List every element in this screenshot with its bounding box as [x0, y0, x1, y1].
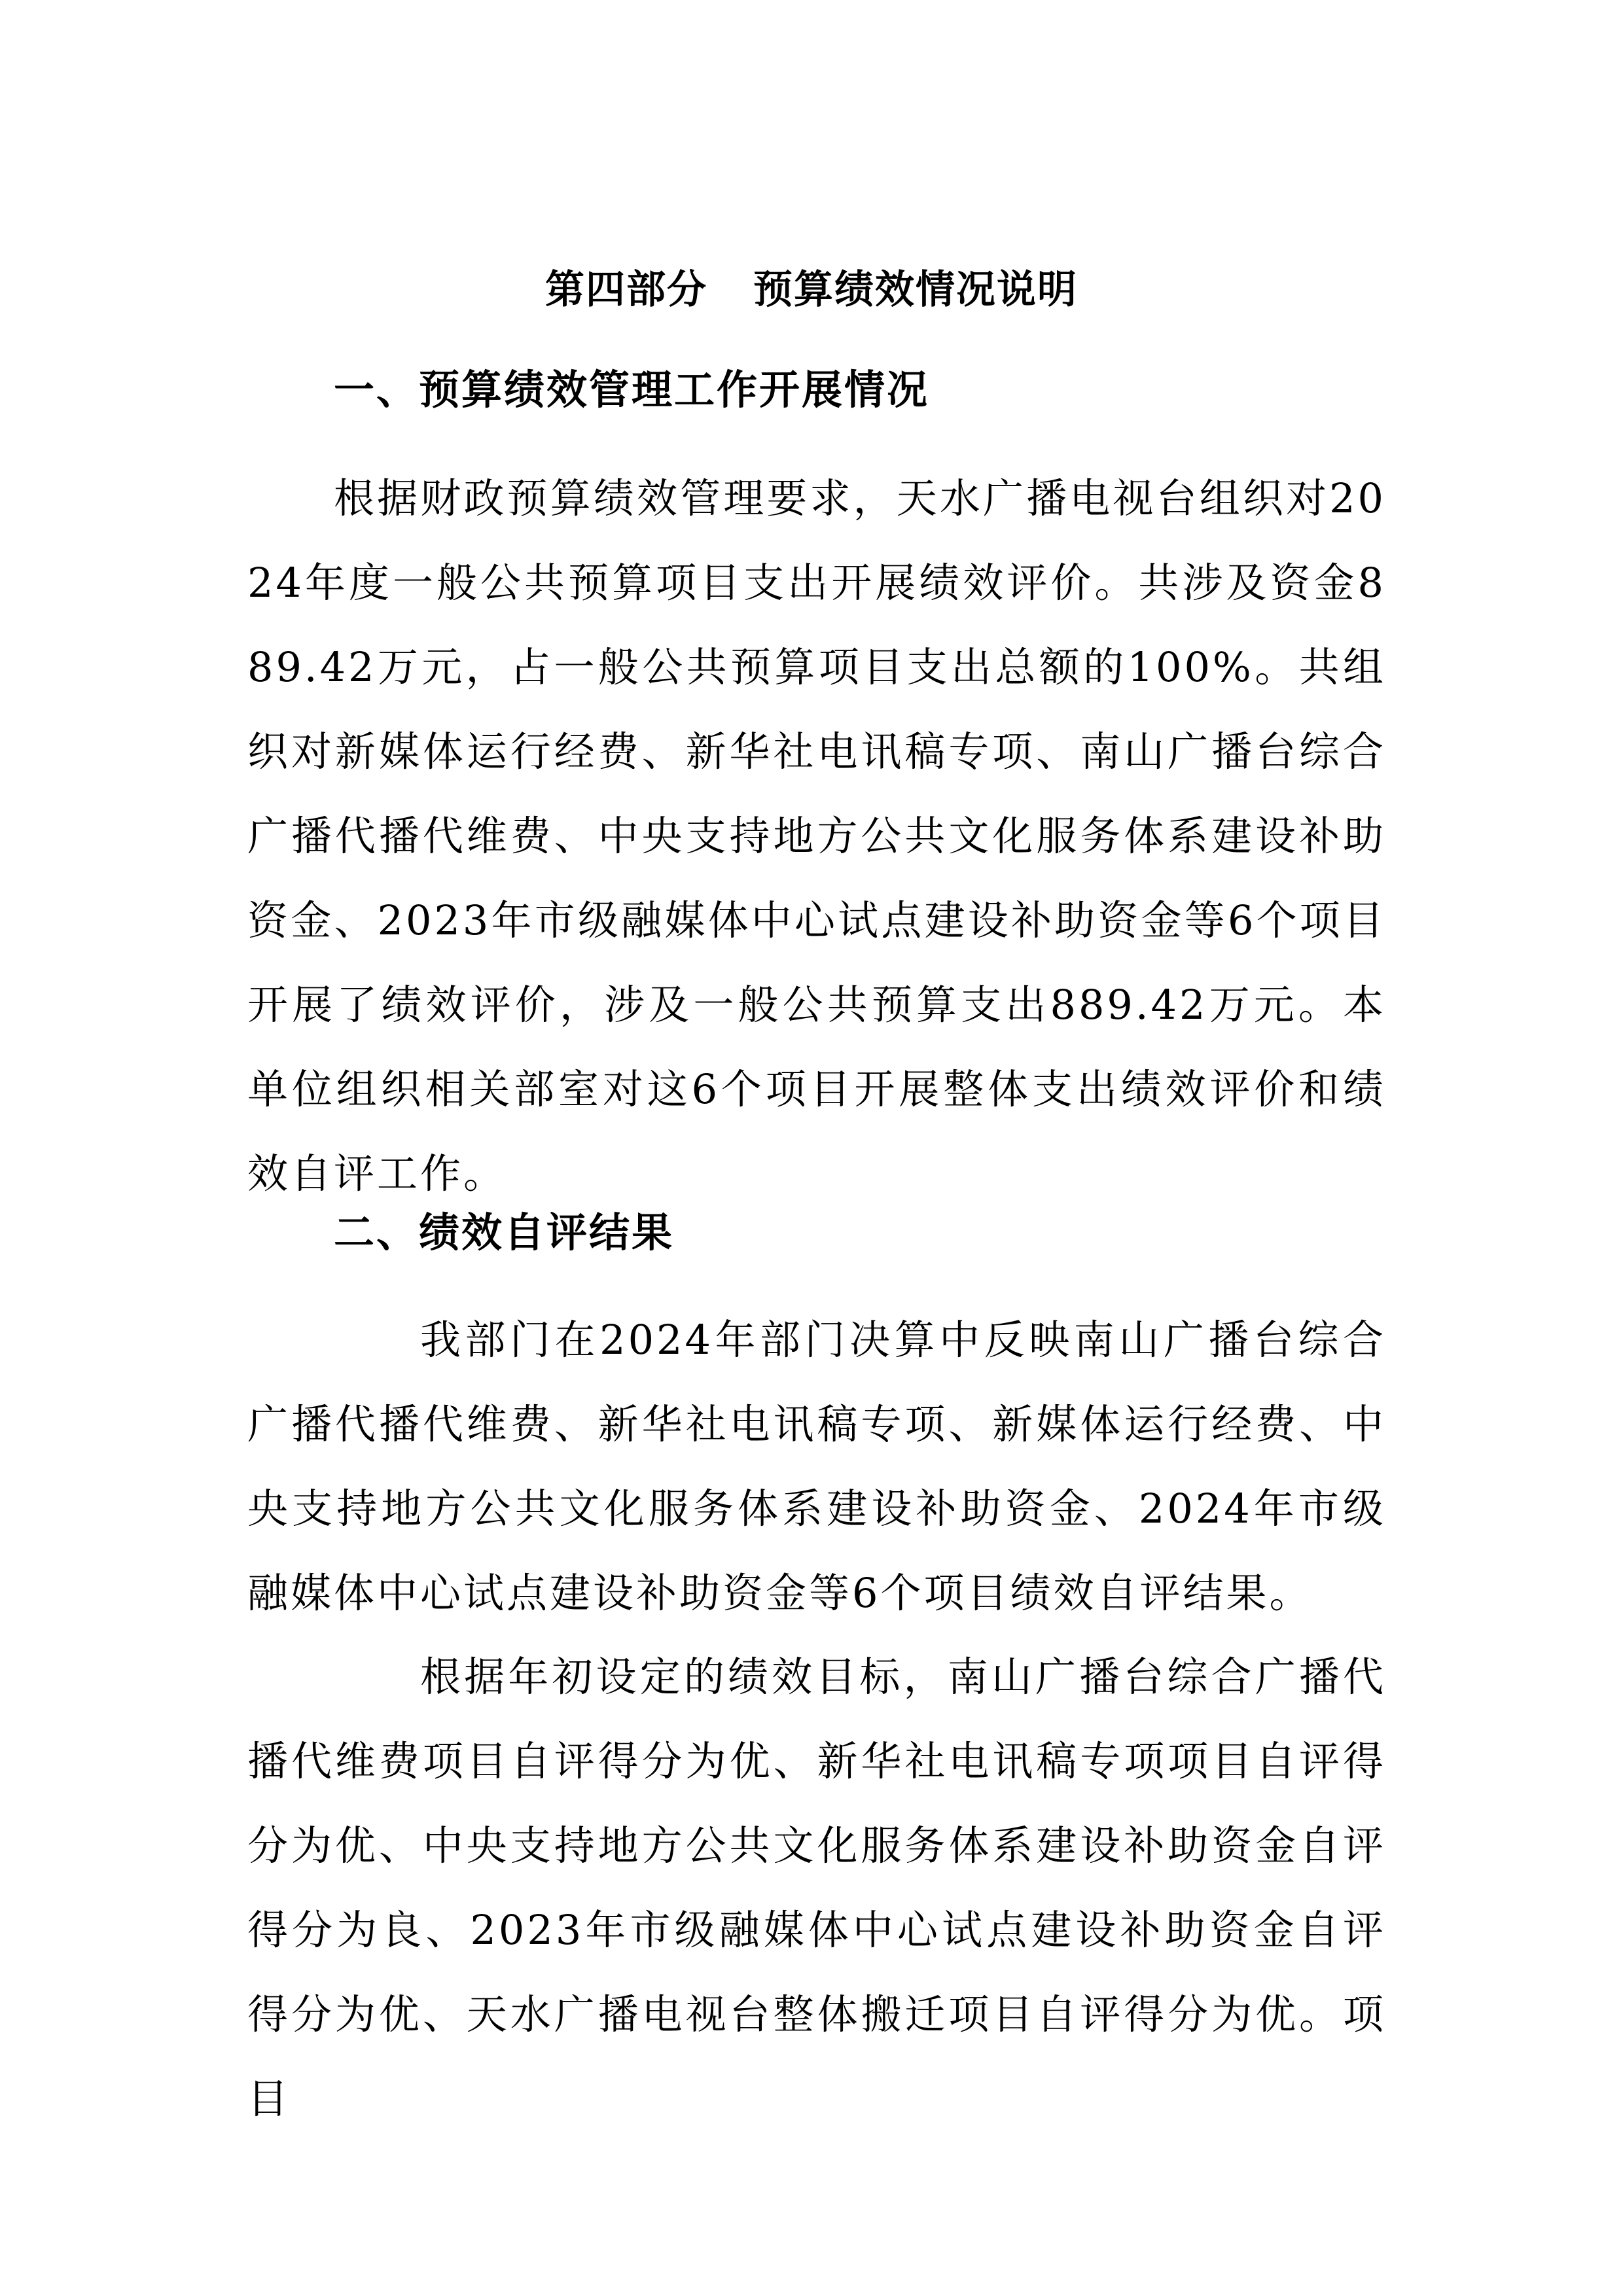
- section-2-paragraph-2: 根据年初设定的绩效目标，南山广播台综合广播代播代维费项目自评得分为优、新华社电讯稿专项项目自评得分为优、中央支持地方公共文化服务体系建设补助资金自评得分为良、2023年市级融媒体中心试点建设补助资金自评得分为优、天水广播电视台整体搬迁项目自评得分为优。项目: [247, 1653, 1386, 2123]
- section-1-heading: 一、预算绩效管理工作开展情况: [334, 366, 930, 414]
- section-1-paragraph-1: 根据财政预算绩效管理要求，天水广播电视台组织对2024年度一般公共预算项目支出开展绩效评价。共涉及资金889.42万元，占一般公共预算项目支出总额的100%。共组织对新媒体运行经费、新华社电讯稿专项、南山广播台综合广播代播代维费、中央支持地方公共文化服务体系建设补助资金、2023年市级融媒体中心试点建设补助资金等6个项目开展了绩效评价，涉及一般公共预算支出889.42万元。本单位组织相关部室对这6个项目开展整体支出绩效评价和绩效自评工作。: [247, 474, 1386, 1197]
- title-part: 第四部分: [545, 267, 707, 313]
- section-2-heading: 二、绩效自评结果: [334, 1209, 675, 1256]
- section-2-paragraph-1: 我部门在2024年部门决算中反映南山广播台综合广播代播代维费、新华社电讯稿专项、新媒体运行经费、中央支持地方公共文化服务体系建设补助资金、2024年市级融媒体中心试点建设补助资金等6个项目绩效自评结果。: [247, 1316, 1386, 1617]
- page-title: [0, 258, 1623, 321]
- title-name: 预算绩效情况说明: [753, 267, 1078, 313]
